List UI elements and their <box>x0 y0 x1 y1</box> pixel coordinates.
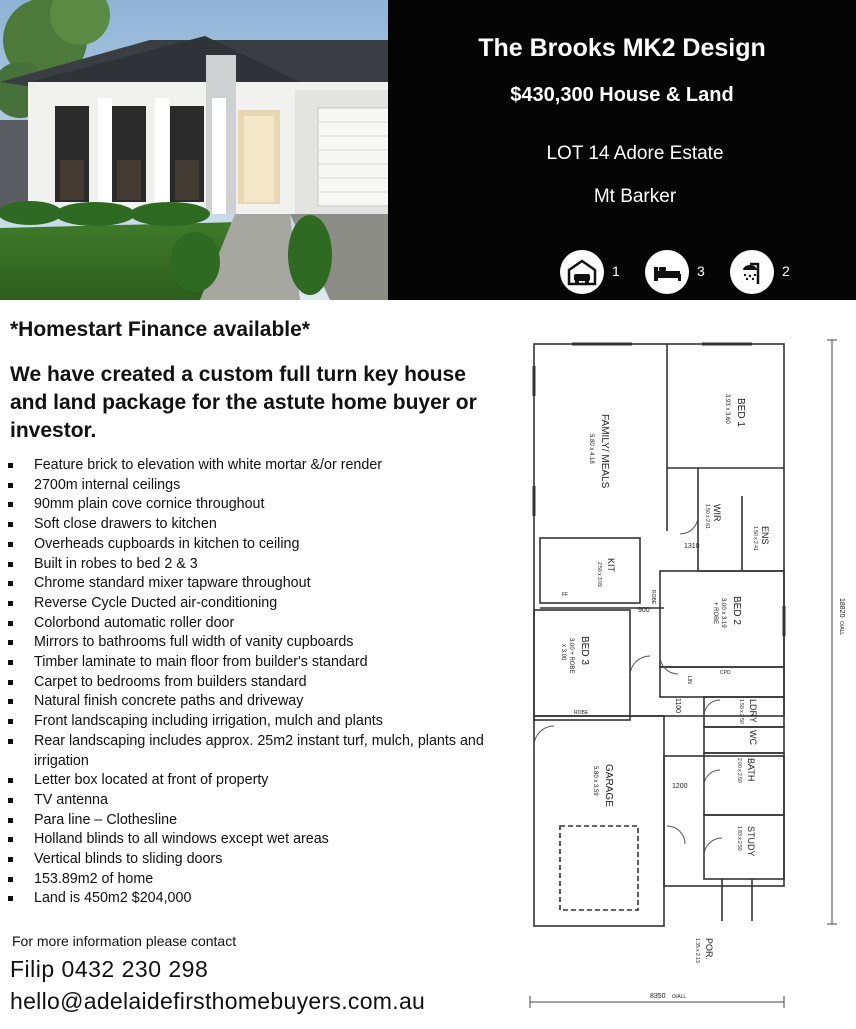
feature-item: Built in robes to bed 2 & 3 <box>8 555 488 575</box>
feature-item: Front landscaping including irrigation, mulch and plants <box>8 712 488 732</box>
fridge-label: FF <box>562 592 569 598</box>
contact-label: For more information please contact <box>12 933 237 949</box>
garage-count: 1 <box>612 263 620 279</box>
feature-item: Feature brick to elevation with white mortar &/or render <box>8 456 488 476</box>
room-wc-name: WC <box>748 730 758 745</box>
room-ldry-name: LDRY <box>748 699 758 723</box>
room-por-size: 1.35 x 2.13 <box>694 938 700 963</box>
bath-count: 2 <box>782 263 790 279</box>
room-study-name: STUDY <box>746 826 756 857</box>
room-kit-size: 2.50 x 3.09 <box>596 562 602 587</box>
feature-item: Soft close drawers to kitchen <box>8 515 488 535</box>
feature-item: Timber laminate to main floor from builder's standard <box>8 653 488 673</box>
feature-item: Natural finish concrete paths and driveway <box>8 692 488 712</box>
dim-width-unit: O/ALL <box>672 994 687 1000</box>
listing-suburb: Mt Barker <box>593 186 677 207</box>
feature-list <box>8 456 488 909</box>
dim-1100: 1100 <box>674 698 681 714</box>
room-bed3-name: BED 3 <box>579 636 590 665</box>
room-bed2-size: 3.00 x 3.19 <box>720 598 726 628</box>
linen-label: LIN <box>686 676 692 684</box>
feature-item: Carpet to bedrooms from builders standard <box>8 673 488 693</box>
bed-icon <box>645 250 689 294</box>
package-headline: We have created a custom full turn key house and land package for the astute home buyer or investor. <box>10 363 477 442</box>
feature-item: Land is 450m2 $204,000 <box>8 889 488 909</box>
room-bed1-name: BED 1 <box>735 398 746 427</box>
feature-bath <box>730 250 810 296</box>
feature-item: Colorbond automatic roller door <box>8 614 488 634</box>
shower-icon <box>730 250 774 294</box>
room-bed3-size2: x 3.00 <box>560 644 566 661</box>
room-bed1-size: 3.93 x 3.60 <box>724 394 730 424</box>
feature-item: 90mm plain cove cornice throughout <box>8 495 488 515</box>
room-bed3-size: 3.00 + ROBE <box>568 638 574 674</box>
dim-width: 8350 <box>650 993 666 1000</box>
dim-1310: 1310 <box>684 543 700 550</box>
contact-phone[interactable]: Filip 0432 230 298 <box>10 956 209 982</box>
hero-banner <box>0 0 856 300</box>
room-bed2-name: BED 2 <box>731 596 742 625</box>
dim-900: 900 <box>638 607 650 614</box>
room-ens-size: 1.50 x 2.41 <box>752 526 758 551</box>
feature-item: Vertical blinds to sliding doors <box>8 850 488 870</box>
garage-icon <box>560 250 604 294</box>
listing-price: $430,300 House & Land <box>510 84 734 106</box>
cupboard-label: CPD <box>720 670 731 676</box>
finance-note: *Homestart Finance available* <box>10 318 310 341</box>
dim-depth: 18820 <box>838 598 845 618</box>
room-study-size: 1.83 x 2.50 <box>736 826 742 851</box>
room-garage-name: GARAGE <box>603 764 614 807</box>
feature-item: Chrome standard mixer tapware throughout <box>8 574 488 594</box>
room-bed2-robe: + ROBE <box>712 602 718 625</box>
robe-label-bed2: ROBE <box>650 590 656 605</box>
feature-item: Rear landscaping includes approx. 25m2 instant turf, mulch, plants and irrigation <box>8 732 488 771</box>
listing-lot: LOT 14 Adore Estate <box>546 143 724 164</box>
contact-email[interactable]: hello@adelaidefirsthomebuyers.com.au <box>10 988 426 1014</box>
room-garage-size: 5.80 x 3.59 <box>592 766 598 796</box>
feature-item: Overheads cupboards in kitchen to ceiling <box>8 535 488 555</box>
feature-item: Mirrors to bathrooms full width of vanity cupboards <box>8 633 488 653</box>
room-family-size: 5.80 x 4.18 <box>588 434 594 464</box>
room-bath-name: BATH <box>746 758 756 782</box>
dim-depth-unit: O/ALL <box>838 621 844 636</box>
room-ldry-size: 1.50 x 2.50 <box>738 699 744 724</box>
room-bath-size: 2.00 x 2.50 <box>736 758 742 783</box>
feature-item: Holland blinds to all windows except wet areas <box>8 830 488 850</box>
room-wir-size: 1.50 x 2.61 <box>704 504 710 529</box>
feature-item: 2700m internal ceilings <box>8 476 488 496</box>
feature-bed <box>645 250 725 296</box>
dim-1200: 1200 <box>672 783 688 790</box>
listing-title: The Brooks MK2 Design <box>478 34 766 62</box>
robe-label-bed3: ROBE <box>574 710 589 716</box>
room-family-name: FAMILY/ MEALS <box>599 414 610 489</box>
feature-item: Para line – Clothesline <box>8 811 488 831</box>
feature-garage <box>560 250 640 296</box>
feature-item: Letter box located at front of property <box>8 771 488 791</box>
floor-plan <box>512 326 856 1024</box>
room-ens-name: ENS <box>760 526 770 545</box>
floor-plan-drawing <box>512 326 856 1024</box>
feature-item: Reverse Cycle Ducted air-conditioning <box>8 594 488 614</box>
feature-item: 153.89m2 of home <box>8 870 488 890</box>
room-kit-name: KIT <box>606 558 616 573</box>
bed-count: 3 <box>697 263 705 279</box>
feature-item: TV antenna <box>8 791 488 811</box>
room-wir-name: WIR <box>712 504 722 522</box>
room-por-name: POR. <box>704 938 714 961</box>
